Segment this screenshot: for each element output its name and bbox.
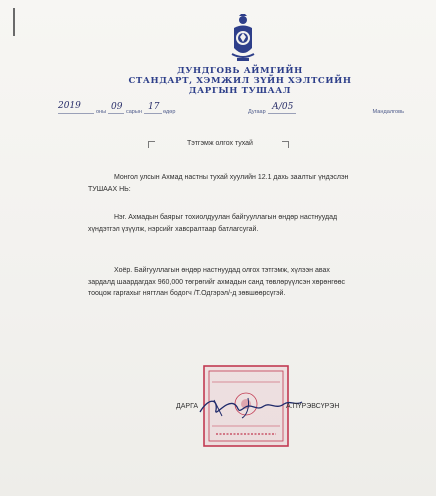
subject-bracket-right (282, 141, 289, 148)
order-title: ДАРГЫН ТУШААЛ (188, 86, 292, 96)
paragraph-preamble: Монгол улсын Ахмад настны тухай хуулийн 12.1 дахь заалтыг үндэслэн ТУШААХ НЬ: (88, 174, 349, 193)
date-month-line (108, 113, 124, 114)
order-number-line (268, 113, 296, 114)
date-day: 17 (148, 102, 160, 112)
scan-edge-mark (13, 8, 15, 36)
subject-bracket-left (148, 141, 155, 148)
org-name-line2: СТАНДАРТ, ХЭМЖИЛ ЗҮЙН ХЭЛТСИЙН (128, 76, 352, 86)
order-number: А/05 (272, 102, 294, 112)
paragraph-item-2: Хоёр. Байгууллагын өндөр настнуудад олгох тэтгэмж, хүлээн авах зардалд шаардагдах 960,000 төгрөгийг ахмадын санд төвлөрүүлсэн хөрөнгөөс тооцож гаргахыг нягтлан бодогч /Т.Одгэрэл/-д зөвшөөрсүгэй. (88, 267, 346, 297)
date-year-suffix: оны (96, 109, 107, 115)
org-name-line1: ДУНДГОВЬ АЙМГИЙН (177, 66, 303, 76)
date-month: 09 (111, 102, 123, 112)
date-year: 2019 (58, 101, 81, 111)
signatory-name: А.ПҮРЭВСҮРЭН (286, 403, 340, 410)
date-day-line (144, 113, 162, 114)
paragraph-item-1: Нэг. Ахмадын баярыг тохиолдуулан байгууллагын өндөр настнуудад хүндэтгэл үзүүлж, нэрсийг хавсралтаар батлагсугай. (88, 214, 338, 233)
signatory-title: ДАРГА (176, 403, 199, 410)
date-month-suffix: сарын (126, 109, 142, 115)
date-year-line (58, 113, 94, 114)
order-subject: Тэтгэмж олгох тухай (187, 140, 253, 147)
order-number-label: Дугаар (248, 109, 266, 115)
place-name: Мандалговь (372, 109, 404, 115)
date-day-suffix: өдөр (163, 109, 176, 115)
state-emblem-icon (228, 14, 258, 64)
